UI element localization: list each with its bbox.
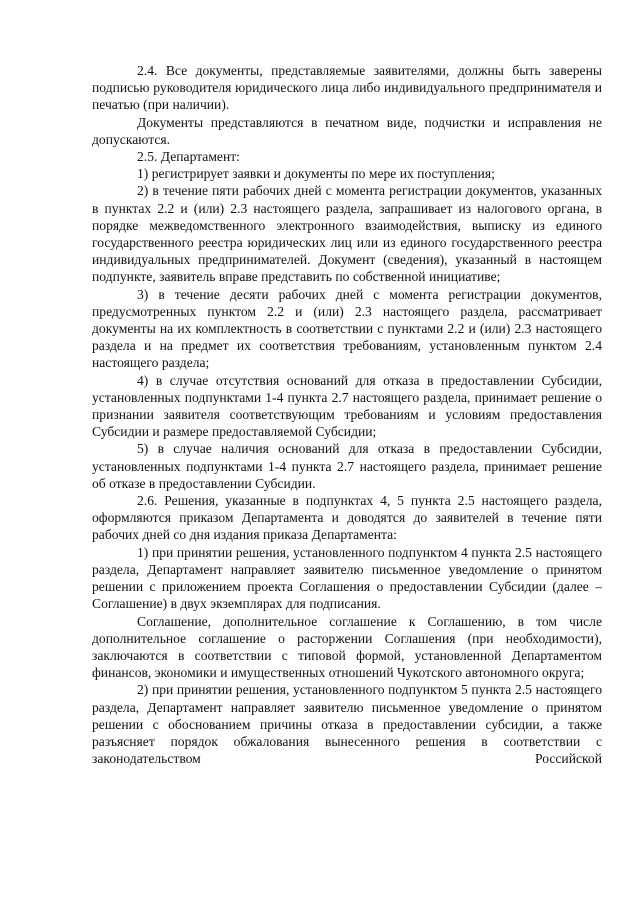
paragraph-2-5-item-1: 1) регистрирует заявки и документы по мере их поступления; bbox=[137, 166, 495, 182]
paragraph-2-4: 2.4. Все документы, представляемые заявителями, должны быть заверены подписью руководителя юридического лица либо индивидуального предпринимателя и печатью (при наличии). bbox=[92, 63, 602, 113]
paragraph-2-5-item-2: 2) в течение пяти рабочих дней с момента регистрации документов, указанных в пунктах 2.2 и (или) 2.3 настоящего раздела, запрашивает из налогового органа, в порядке межведомственного электронного взаимодействия, выписку из единого государственного реестра юридических лиц или из единого государственного реестра индивидуальных предпринимателей. Документ (сведения), указанный в настоящем подпункте, заявитель вправе представить по собственной инициативе; bbox=[92, 183, 602, 285]
paragraph-2-5-item-3: 3) в течение десяти рабочих дней с момента регистрации документов, предусмотренных пунктом 2.2 и (или) 2.3 настоящего раздела, рассматривает документы на их комплектность в соответствии с пунктами 2.2 и (или) 2.3 настоящего раздела и на предмет их соответствия требованиям, установленным пунктом 2.4 настоящего раздела; bbox=[92, 286, 602, 371]
paragraph-2-6: 2.6. Решения, указанные в подпунктах 4, 5 пункта 2.5 настоящего раздела, оформляются приказом Департамента и доводятся до заявителей в течение пяти рабочих дней со дня издания приказа Департамента: bbox=[92, 493, 602, 543]
document-page bbox=[92, 62, 602, 767]
paragraph-2-5-item-4: 4) в случае отсутствия оснований для отказа в предоставлении Субсидии, установленных подпунктами 1-4 пункта 2.7 настоящего раздела, принимает решение о признании заявителя соответствующим требованиям и условиям предоставления Субсидии и размере предоставляемой Субсидии; bbox=[92, 372, 602, 440]
paragraph-2-6-item-2: 2) при принятии решения, установленного подпунктом 5 пункта 2.5 настоящего раздела, Департамент направляет заявителю письменное уведомление о принятом решении с обоснованием причины отказа в предоставлении субсидии, а также разъясняет порядок обжалования вынесенного решения в соответствии с законодательством Российской bbox=[92, 682, 602, 767]
paragraph-2-5-item-5: 5) в случае наличия оснований для отказа в предоставлении Субсидии, установленных подпунктами 1-4 пункта 2.7 настоящего раздела, принимает решение об отказе в предоставлении Субсидии. bbox=[92, 441, 602, 491]
paragraph-agreement: Соглашение, дополнительное соглашение к Соглашению, в том числе дополнительное соглашение о расторжении Соглашения (при необходимости), заключаются в соответствии с типовой формой, установленной Департаментом финансов, экономики и имущественных отношений Чукотского автономного округа; bbox=[92, 613, 602, 681]
paragraph-2-5-heading: 2.5. Департамент: bbox=[137, 149, 240, 165]
paragraph-2-6-item-1: 1) при принятии решения, установленного подпунктом 4 пункта 2.5 настоящего раздела, Департамент направляет заявителю письменное уведомление о принятом решении с приложением проекта Соглашения о предоставлении Субсидии (далее – Соглашение) в двух экземплярах для подписания. bbox=[92, 544, 602, 612]
paragraph-print-requirements: Документы представляются в печатном виде, подчистки и исправления не допускаются. bbox=[92, 114, 602, 147]
